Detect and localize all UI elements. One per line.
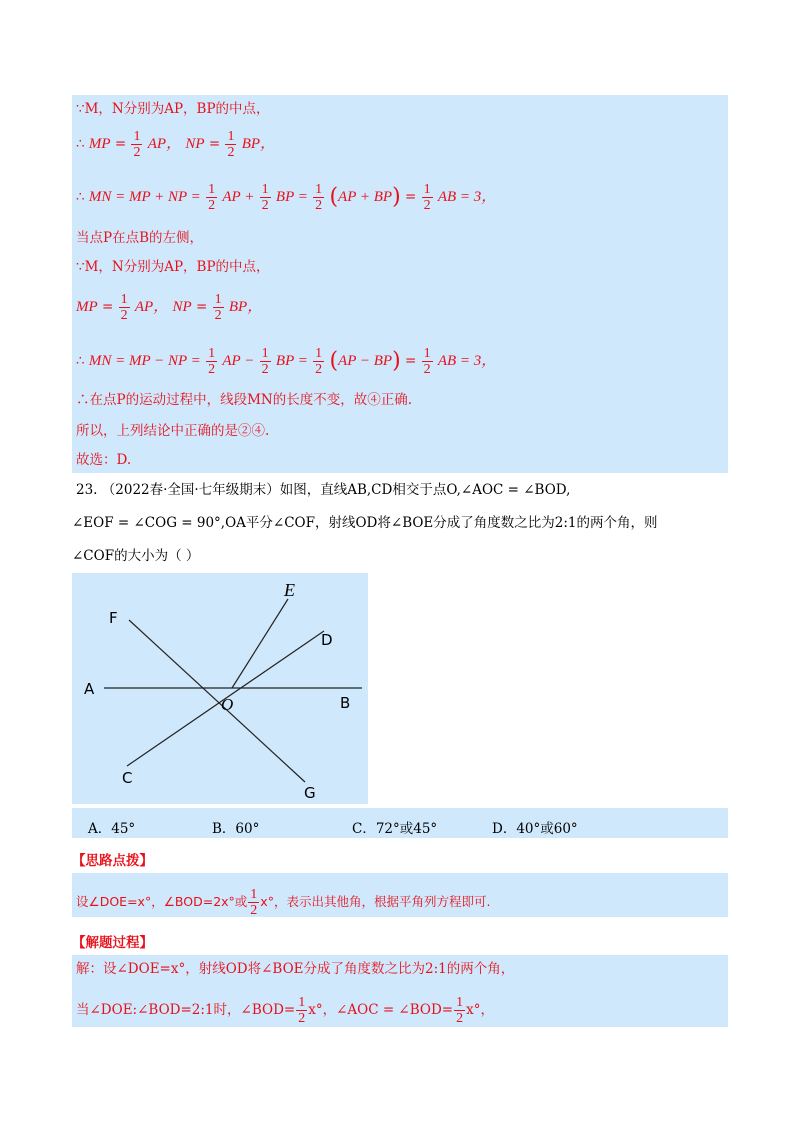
label-f: F [109,609,118,627]
solution-continuation-block [72,95,728,473]
option-a[interactable]: A．45° [88,821,136,837]
hint-text: 设∠DOE=x°，∠BOD=2x°或 $\frac{1}{2}$ x°，表示出其他角，根据平角列方程即可. [76,887,491,918]
fraction-half: $\frac{1}{2}$ [261,182,269,213]
text-line-1: ∵M，N分别为AP，BP的中点， [76,101,270,117]
question-line-3: ∠COF的大小为（ ） [72,548,200,564]
solution-line-2: 当∠DOE:∠BOD=2:1时，∠BOD= $\frac{1}{2}$ x°，∠AOC = ∠BOD= $\frac{1}{2}$ x°， [76,995,494,1026]
hint-header: 【思路点拨】 [72,853,153,869]
hint-block [72,873,728,917]
solution-block [72,955,728,1027]
fraction-half: $\frac{1}{2}$ [315,346,323,377]
option-d[interactable]: D．40°或60° [492,821,578,837]
label-a: A [84,680,95,698]
fraction-half: $\frac{1}{2}$ [133,129,141,160]
fraction-half: $\frac{1}{2}$ [423,182,431,213]
fraction-half: $\frac{1}{2}$ [423,346,431,377]
label-e: E [284,580,295,600]
fraction-half: $\frac{1}{2}$ [261,346,269,377]
fraction-half: $\frac{1}{2}$ [250,887,258,918]
question-line-1: 23. （2022春·全国·七年级期末）如图，直线AB,CD相交于点O,∠AOC = ∠BOD, [76,482,571,498]
label-o: O [221,695,234,714]
fraction-half: $\frac{1}{2}$ [298,995,306,1026]
options-block [72,808,728,838]
question-line-2: ∠EOF = ∠COG = 90°,OA平分∠COF，射线OD将∠BOE分成了角度数之比为2:1的两个角，则 [72,515,658,531]
text-line-8: ∴在点P的运动过程中，线段MN的长度不变，故④正确. [76,392,413,408]
label-g: G [304,784,316,802]
figure-block [72,573,368,804]
label-b: B [340,694,351,712]
fraction-half: $\frac{1}{2}$ [456,995,464,1026]
equation-line-7: ∴ MN = MP − NP = $\frac{1}{2}$ AP − $\frac{1}{2}$ BP = $\frac{1}{2}$ (AP − BP) = $\frac{1}{2}$ AB = 3， [76,346,497,377]
solution-line-1: 解：设∠DOE=x°，射线OD将∠BOE分成了角度数之比为2:1的两个角， [76,961,515,977]
label-d: D [321,631,333,649]
geometry-figure [72,573,368,804]
fraction-half: $\frac{1}{2}$ [214,292,222,323]
solution-header: 【解题过程】 [72,935,153,951]
fraction-half: $\frac{1}{2}$ [208,182,216,213]
text-line-5: ∵M，N分别为AP，BP的中点， [76,259,270,275]
option-b[interactable]: B．60° [212,821,260,837]
fraction-half: $\frac{1}{2}$ [208,346,216,377]
text-line-10: 故选：D. [76,452,132,468]
text-line-9: 所以，上列结论中正确的是②④. [76,423,270,439]
equation-line-6: MP = $\frac{1}{2}$ AP， NP = $\frac{1}{2}$ BP， [76,292,263,323]
text-line-4: 当点P在点B的左侧， [76,230,204,246]
equation-line-3: ∴ MN = MP + NP = $\frac{1}{2}$ AP + $\frac{1}{2}$ BP = $\frac{1}{2}$ (AP + BP) = $\frac{1}{2}$ AB = 3， [76,182,497,213]
fraction-half: $\frac{1}{2}$ [120,292,128,323]
label-c: C [122,769,133,787]
fraction-half: $\frac{1}{2}$ [227,129,235,160]
equation-line-2: ∴ MP = $\frac{1}{2}$ AP， NP = $\frac{1}{2}$ BP， [76,129,276,160]
option-c[interactable]: C．72°或45° [352,821,438,837]
fraction-half: $\frac{1}{2}$ [315,182,323,213]
